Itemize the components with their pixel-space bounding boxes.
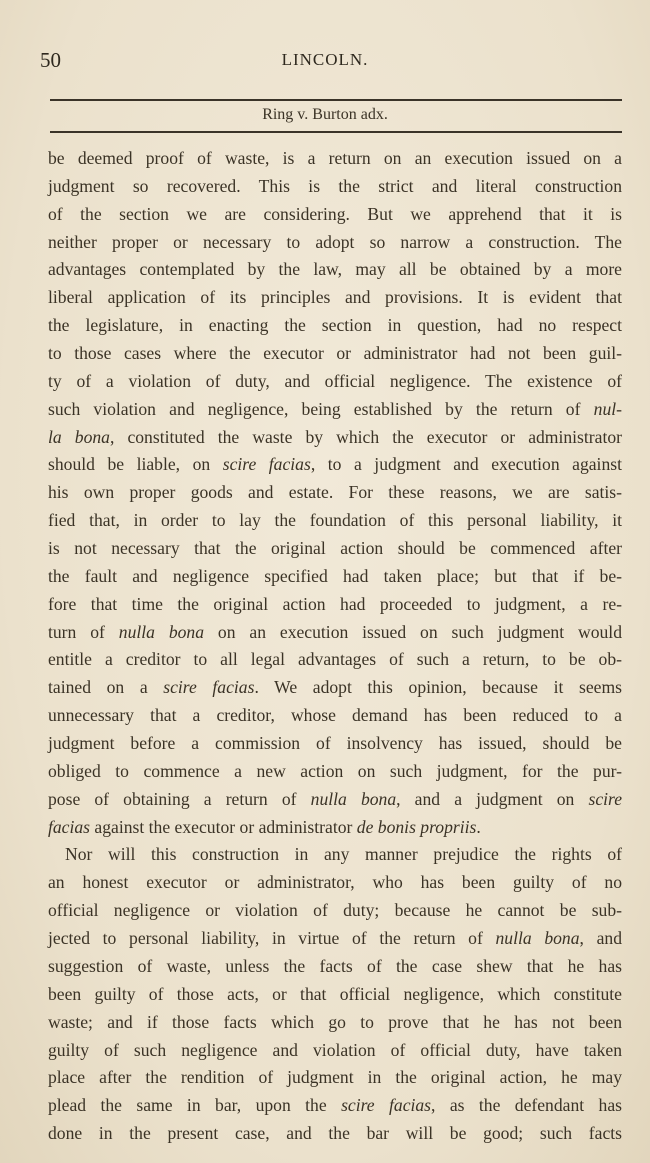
text-line [48,870,622,898]
text-line [48,1121,622,1149]
text-line [48,926,622,954]
text-segment: tained on a [48,677,164,698]
text-line [48,452,622,480]
text-segment: plead the same in bar, upon the [48,1095,342,1116]
text-line [48,1038,622,1066]
text-line [48,425,622,453]
text-segment: be deemed proof of waste, is a return on an execution issued on a [48,148,622,168]
text-line [48,898,622,926]
text-line [48,592,622,620]
text-line [48,1093,622,1121]
text-line [48,174,622,202]
italic-text: scire [588,788,623,809]
text-segment: pose of obtaining a return of [48,788,311,809]
text-line [48,285,622,313]
text-segment: , as the defendant has [431,1095,622,1116]
text-segment: . [476,816,481,837]
text-line [48,536,622,564]
italic-text: la bona [48,426,110,447]
text-segment: , constituted the waste by which the executor or administrator [109,426,622,447]
text-segment: unnecessary that a creditor, whose demand has been reduced to a [48,705,622,726]
text-segment: neither proper or necessary to adopt so narrow a construction. The [48,231,622,252]
text-segment: , and [579,928,623,949]
text-segment: the legislature, in enacting the section in question, had no respect [48,315,622,336]
text-segment: done in the present case, and the bar will be good; such facts [48,1123,622,1144]
text-line [48,620,622,648]
text-line [48,1010,622,1038]
running-title: LINCOLN. [281,50,369,69]
italic-text: scire facias [222,454,311,475]
text-segment: the fault and negligence specified had taken place; but that if be- [48,565,622,586]
text-line [48,313,622,341]
text-line [48,508,622,536]
text-line [48,230,622,258]
text-line [48,731,622,759]
text-segment: entitle a creditor to all legal advantages of such a return, to be ob- [48,649,622,670]
text-line [48,982,622,1010]
italic-text: de bonis propriis [356,816,477,837]
text-line [48,1065,622,1093]
text-line [48,480,622,508]
text-segment: , to a judgment and execution against [310,454,622,475]
text-line [48,341,622,369]
text-segment: ty of a violation of duty, and official negligence. The existence of [48,370,622,391]
text-line [48,397,622,425]
page-number: 50 [40,48,61,72]
text-segment: obliged to commence a new action on such judgment, for the pur- [48,760,622,781]
text-line [48,564,622,592]
text-segment: to those cases where the executor or administrator had not been guil- [48,343,622,364]
text-line [48,787,622,815]
body-text [48,146,622,1149]
italic-text: scire facias [341,1095,432,1116]
text-segment: jected to personal liability, in virtue of the return of [48,928,496,949]
text-segment: on an execution issued on such judgment would [204,621,622,642]
text-segment: turn of [48,621,119,642]
text-segment: an honest executor or administrator, who has been guilty of no [48,872,622,893]
text-line [48,146,622,174]
text-line [48,647,622,675]
top-rule [50,99,622,101]
text-segment: waste; and if those facts which go to prove that he has not been [48,1011,622,1032]
text-segment: suggestion of waste, unless the facts of the case shew that he has [48,955,622,976]
text-segment: guilty of such negligence and violation of official duty, have taken [48,1039,622,1060]
italic-text: nulla bona [495,928,580,949]
text-segment: been guilty of those acts, or that official negligence, which constitute [48,983,622,1004]
text-line [48,675,622,703]
text-segment: such violation and negligence, being established by the return of [48,398,594,419]
text-segment: advantages contemplated by the law, may all be obtained by a more [48,259,622,280]
text-segment: fied that, in order to lay the foundation of this personal liability, it [48,510,622,531]
text-segment: Nor will this construction in any manner prejudice the rights of [65,844,622,865]
text-segment: is not necessary that the original action should be commenced after [48,538,622,559]
text-line [48,369,622,397]
text-line [48,815,622,843]
case-title: Ring v. Burton adx. [262,106,388,123]
text-segment: should be liable, on [48,454,223,475]
text-segment: . We adopt this opinion, because it seems [254,677,622,698]
text-segment: his own proper goods and estate. For these reasons, we are satis- [48,482,622,503]
text-segment: place after the rendition of judgment in the original action, he may [48,1067,622,1088]
text-line [48,842,622,870]
italic-text: nulla bona [310,788,397,809]
text-segment: liberal application of its principles and provisions. It is evident that [48,287,622,308]
text-segment: against the executor or administrator [90,816,357,837]
text-segment: judgment before a commission of insolvency has issued, should be [48,733,622,754]
italic-text: scire facias [163,677,255,698]
bottom-rule [50,131,622,133]
text-line [48,954,622,982]
text-line [48,257,622,285]
text-segment: of the section we are considering. But we apprehend that it is [48,203,622,224]
text-segment: fore that time the original action had proceeded to judgment, a re- [48,593,622,614]
text-segment: judgment so recovered. This is the strict and literal construction [48,175,622,196]
text-line [48,202,622,230]
text-line [48,703,622,731]
text-segment: official negligence or violation of duty; because he cannot be sub- [48,900,622,921]
italic-text: nul- [593,398,622,419]
italic-text: nulla bona [118,621,205,642]
text-segment: , and a judgment on [396,788,589,809]
italic-text: facias [48,816,91,837]
text-line [48,759,622,787]
